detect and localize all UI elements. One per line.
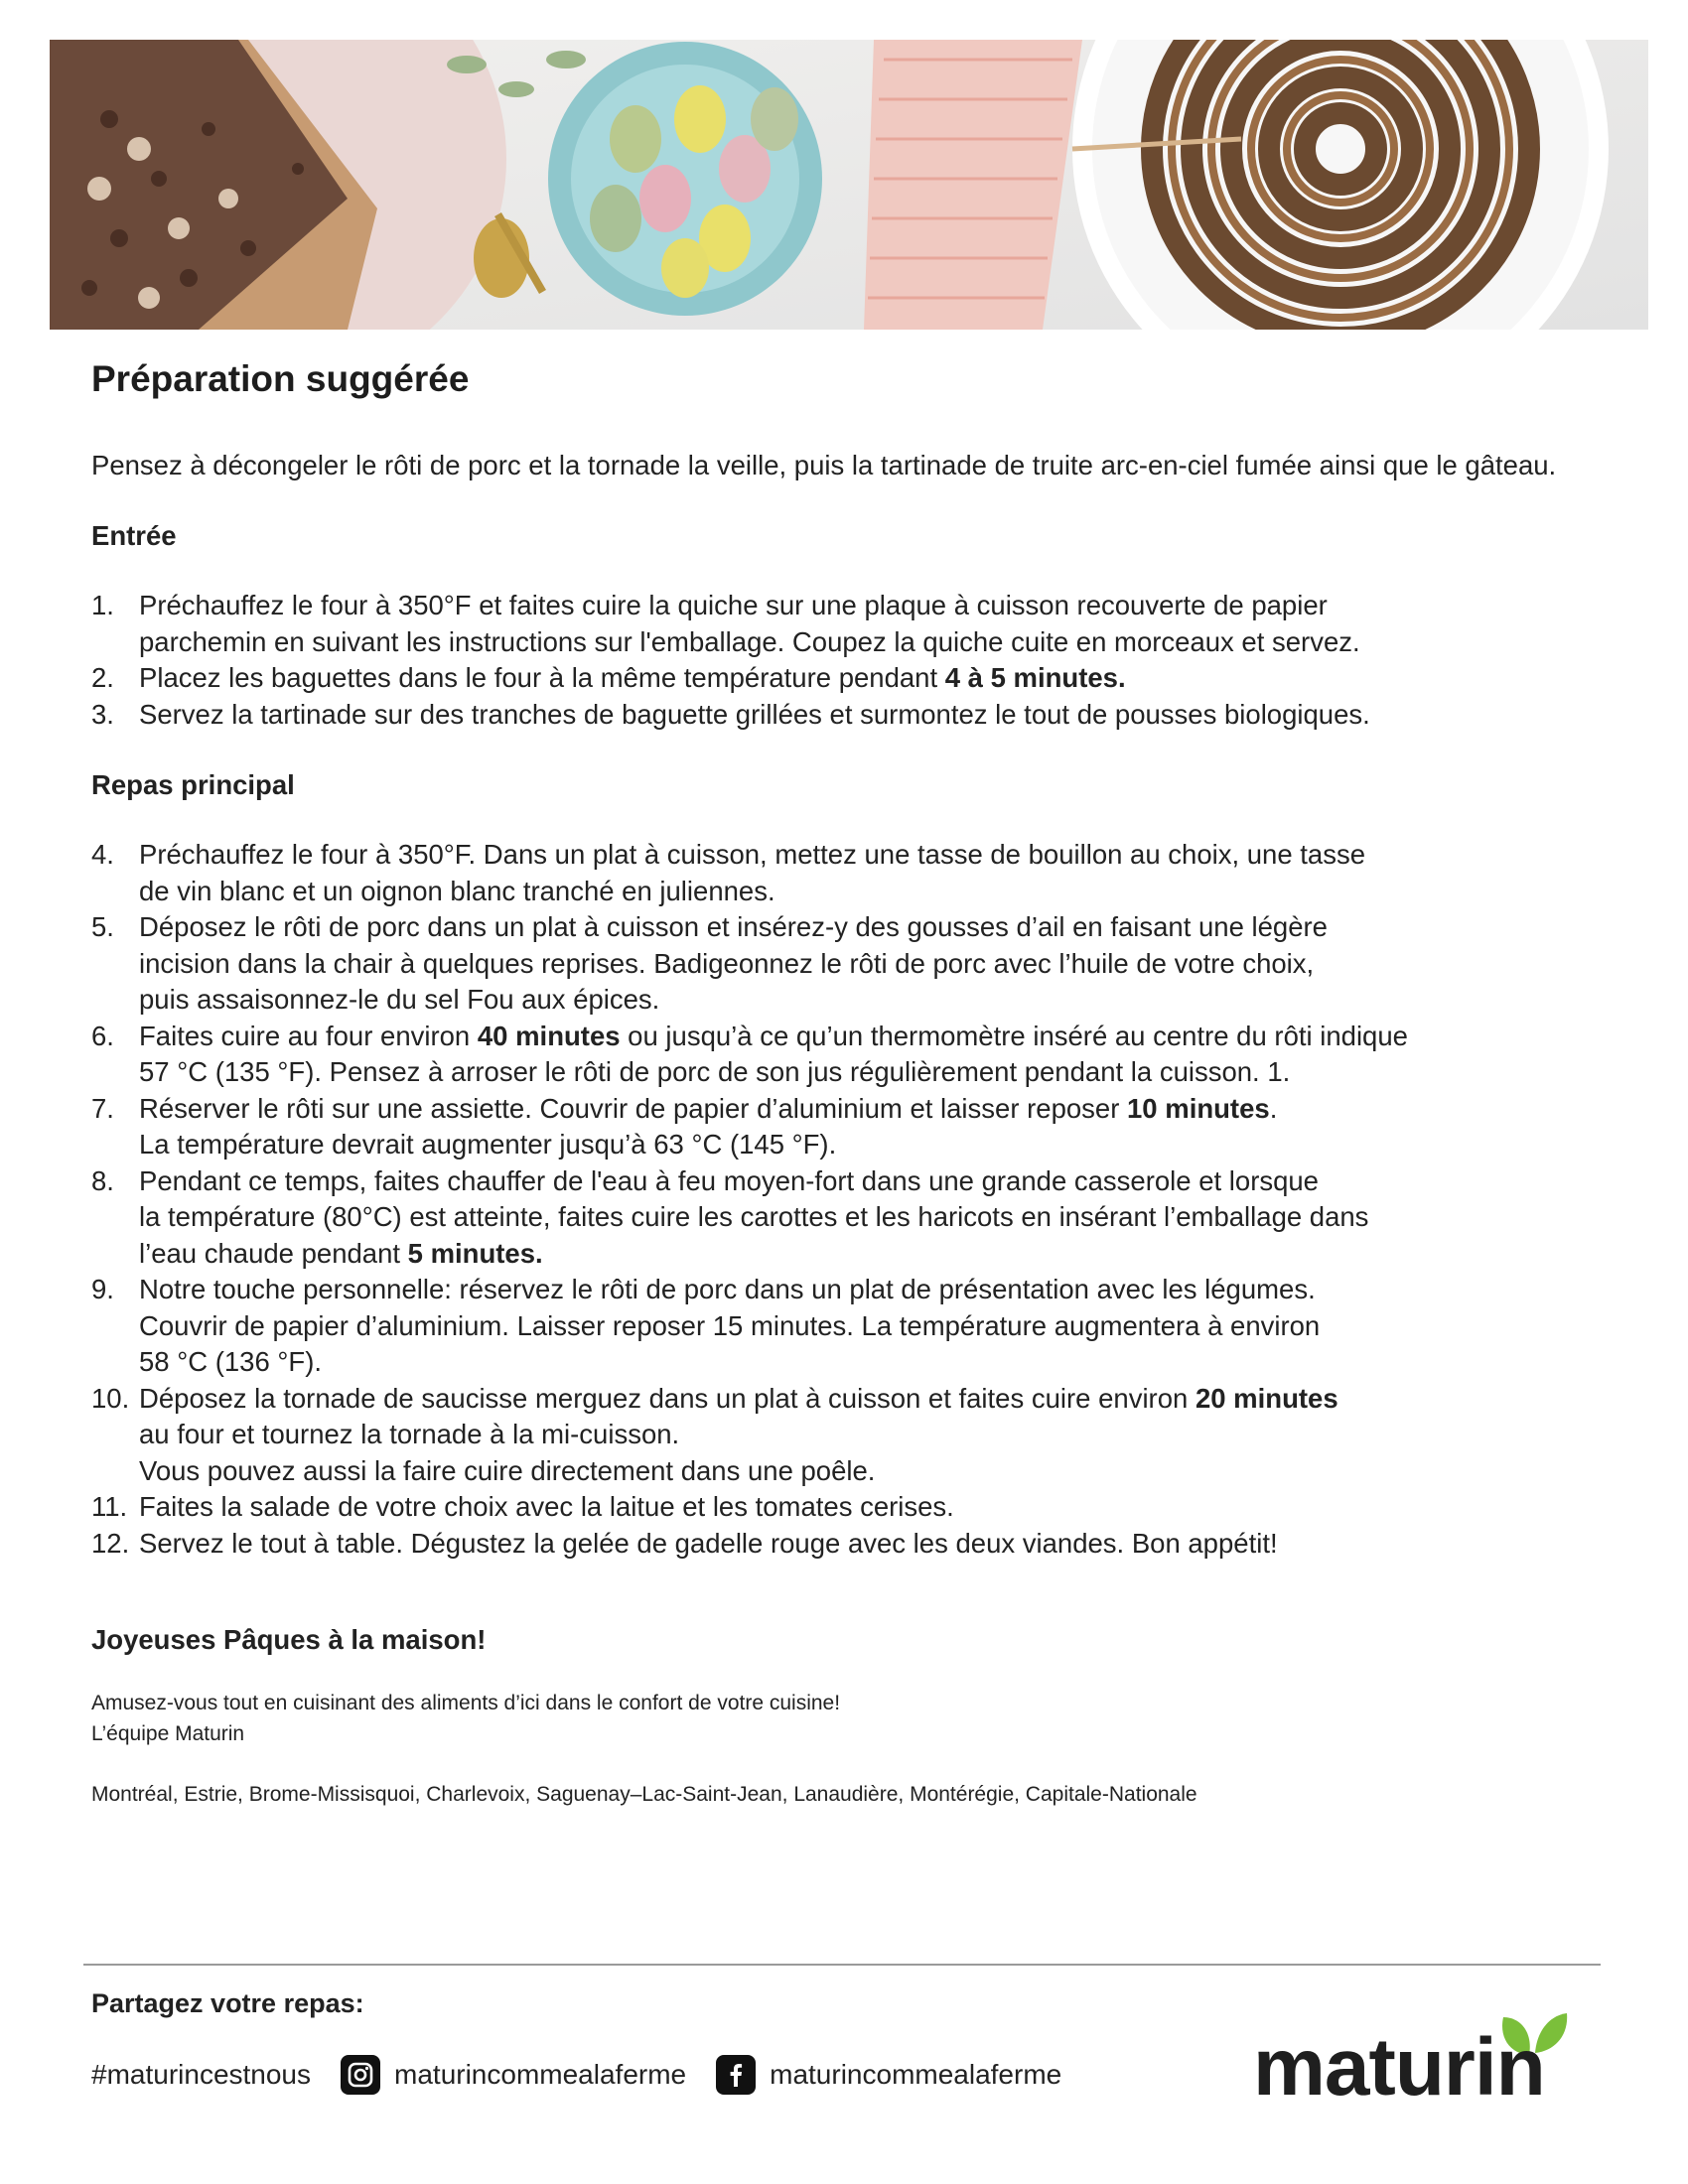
- step-text-part: Servez le tout à table. Dégustez la gelée de gadelle rouge avec les deux viandes. Bon appétit!: [139, 1527, 1278, 1559]
- banner-photo: [50, 40, 1648, 330]
- step-emphasis: 10 minutes: [1127, 1092, 1270, 1124]
- step-number: 9.: [91, 1274, 114, 1305]
- step-item: [91, 1272, 1620, 1381]
- step-text-part: . La température devrait augmenter jusqu’à 63 °C (145 °F).: [139, 1092, 1278, 1160]
- step-emphasis: 20 minutes: [1195, 1382, 1338, 1414]
- step-number: 10.: [91, 1382, 130, 1414]
- social-links: [91, 2055, 1091, 2095]
- step-item: [91, 1091, 1620, 1163]
- step-item: [91, 660, 1620, 697]
- step-emphasis: 4 à 5 minutes.: [944, 662, 1126, 694]
- step-text: [139, 697, 1620, 734]
- facebook-link[interactable]: [716, 2055, 1061, 2095]
- step-text: [139, 1272, 1620, 1381]
- page-title: Préparation suggérée: [91, 358, 470, 399]
- closing-title: Joyeuses Pâques à la maison!: [91, 1624, 487, 1656]
- maturin-logo: [1253, 2007, 1601, 2113]
- step-text-part: Réserver le rôti sur une assiette. Couvrir de papier d’aluminium et laisser reposer: [139, 1092, 1128, 1124]
- main-content: [91, 357, 1620, 1810]
- step-item: [91, 837, 1620, 909]
- step-text-part: Notre touche personnelle: réservez le rôti de porc dans un plat de présentation avec les légumes. Couvrir de papier d’aluminium. Laisser reposer 15 minutes. La température augmentera à environ 58 °C (136 °F).: [139, 1274, 1321, 1378]
- step-item: [91, 1019, 1620, 1091]
- step-number: 12.: [91, 1527, 130, 1559]
- step-text: [139, 1019, 1620, 1091]
- step-text-part: ou jusqu’à ce qu’un thermomètre inséré au centre du rôti indique 57 °C (135 °F). Pensez à arroser le rôti de porc de son jus régulièrement pendant la cuisson. 1.: [139, 1020, 1408, 1088]
- step-item: [91, 588, 1620, 660]
- footer-divider: [83, 1964, 1601, 1966]
- team-signature: L’équipe Maturin: [91, 1722, 245, 1746]
- hashtag-link[interactable]: [91, 2059, 311, 2091]
- step-text-part: Préchauffez le four à 350°F et faites cuire la quiche sur une plaque à cuisson recouverte de papier parchemin en suivant les instructions sur l'emballage. Coupez la quiche cuite en morceaux et servez.: [139, 590, 1360, 657]
- step-text-part: Faites cuire au four environ: [139, 1020, 478, 1051]
- regions-list: Montréal, Estrie, Brome-Missisquoi, Charlevoix, Saguenay–Lac-Saint-Jean, Lanaudière, Montérégie, Capitale-Nationale: [91, 1783, 1197, 1807]
- steps-list-main: [91, 837, 1620, 1562]
- step-emphasis: 5 minutes.: [407, 1237, 543, 1269]
- step-text: [139, 1163, 1620, 1273]
- step-item: [91, 1381, 1620, 1490]
- step-item: [91, 909, 1620, 1019]
- step-item: [91, 697, 1620, 734]
- step-text: [139, 1526, 1620, 1563]
- step-number: 2.: [91, 662, 114, 694]
- step-text-part: Préchauffez le four à 350°F. Dans un plat à cuisson, mettez une tasse de bouillon au choix, une tasse de vin blanc et un oignon blanc tranché en juliennes.: [139, 839, 1366, 906]
- step-number: 8.: [91, 1164, 114, 1196]
- intro-paragraph: Pensez à décongeler le rôti de porc et la tornade la veille, puis la tartinade de truite arc-en-ciel fumée ainsi que le gâteau.: [91, 450, 1557, 481]
- step-number: 6.: [91, 1020, 114, 1051]
- step-text-part: Pendant ce temps, faites chauffer de l'eau à feu moyen-fort dans une grande casserole et lorsque la température (80°C) est atteinte, faites cuire les carottes et les haricots en insérant l’emballage dans l’eau chaude pendant: [139, 1164, 1369, 1269]
- step-text-part: Servez la tartinade sur des tranches de baguette grillées et surmontez le tout de pousses biologiques.: [139, 698, 1370, 730]
- step-text-part: au four et tournez la tornade à la mi-cuisson. Vous pouvez aussi la faire cuire directement dans une poêle.: [139, 1419, 876, 1486]
- step-item: [91, 1163, 1620, 1273]
- instagram-handle: maturincommealaferme: [394, 2059, 687, 2090]
- step-text: [139, 909, 1620, 1019]
- share-title: Partagez votre repas:: [91, 1988, 364, 2018]
- step-text-part: Placez les baguettes dans le four à la même température pendant: [139, 662, 945, 694]
- step-item: [91, 1526, 1620, 1563]
- section-title-main: Repas principal: [91, 769, 295, 801]
- facebook-handle: maturincommealaferme: [770, 2059, 1062, 2090]
- step-text: [139, 1489, 1620, 1526]
- step-number: 3.: [91, 698, 114, 730]
- instagram-link[interactable]: [341, 2055, 686, 2095]
- step-text: [139, 1381, 1620, 1490]
- step-text: [139, 588, 1620, 660]
- step-text-part: Faites la salade de votre choix avec la laitue et les tomates cerises.: [139, 1491, 954, 1523]
- step-item: [91, 1489, 1620, 1526]
- step-number: 5.: [91, 911, 114, 943]
- instagram-icon: [341, 2055, 380, 2095]
- step-text: [139, 660, 1620, 697]
- step-text: [139, 1091, 1620, 1163]
- facebook-icon: [716, 2055, 756, 2095]
- step-number: 11.: [91, 1491, 128, 1523]
- closing-line: Amusez-vous tout en cuisinant des aliments d’ici dans le confort de votre cuisine!: [91, 1692, 841, 1715]
- step-number: 1.: [91, 590, 114, 621]
- step-text: [139, 837, 1620, 909]
- step-text-part: Déposez la tornade de saucisse merguez dans un plat à cuisson et faites cuire environ: [139, 1382, 1196, 1414]
- logo-wordmark: maturin: [1253, 2022, 1545, 2113]
- hashtag-text: #maturincestnous: [91, 2059, 312, 2090]
- step-number: 7.: [91, 1092, 114, 1124]
- step-emphasis: 40 minutes: [477, 1020, 621, 1051]
- step-text-part: Déposez le rôti de porc dans un plat à cuisson et insérez-y des gousses d’ail en faisant une légère incision dans la chair à quelques reprises. Badigeonnez le rôti de porc avec l’huile de votre choix, puis assaisonnez-le du sel Fou aux épices.: [139, 911, 1328, 1016]
- steps-list-entree: [91, 588, 1620, 733]
- section-title-entree: Entrée: [91, 520, 177, 552]
- step-number: 4.: [91, 839, 114, 871]
